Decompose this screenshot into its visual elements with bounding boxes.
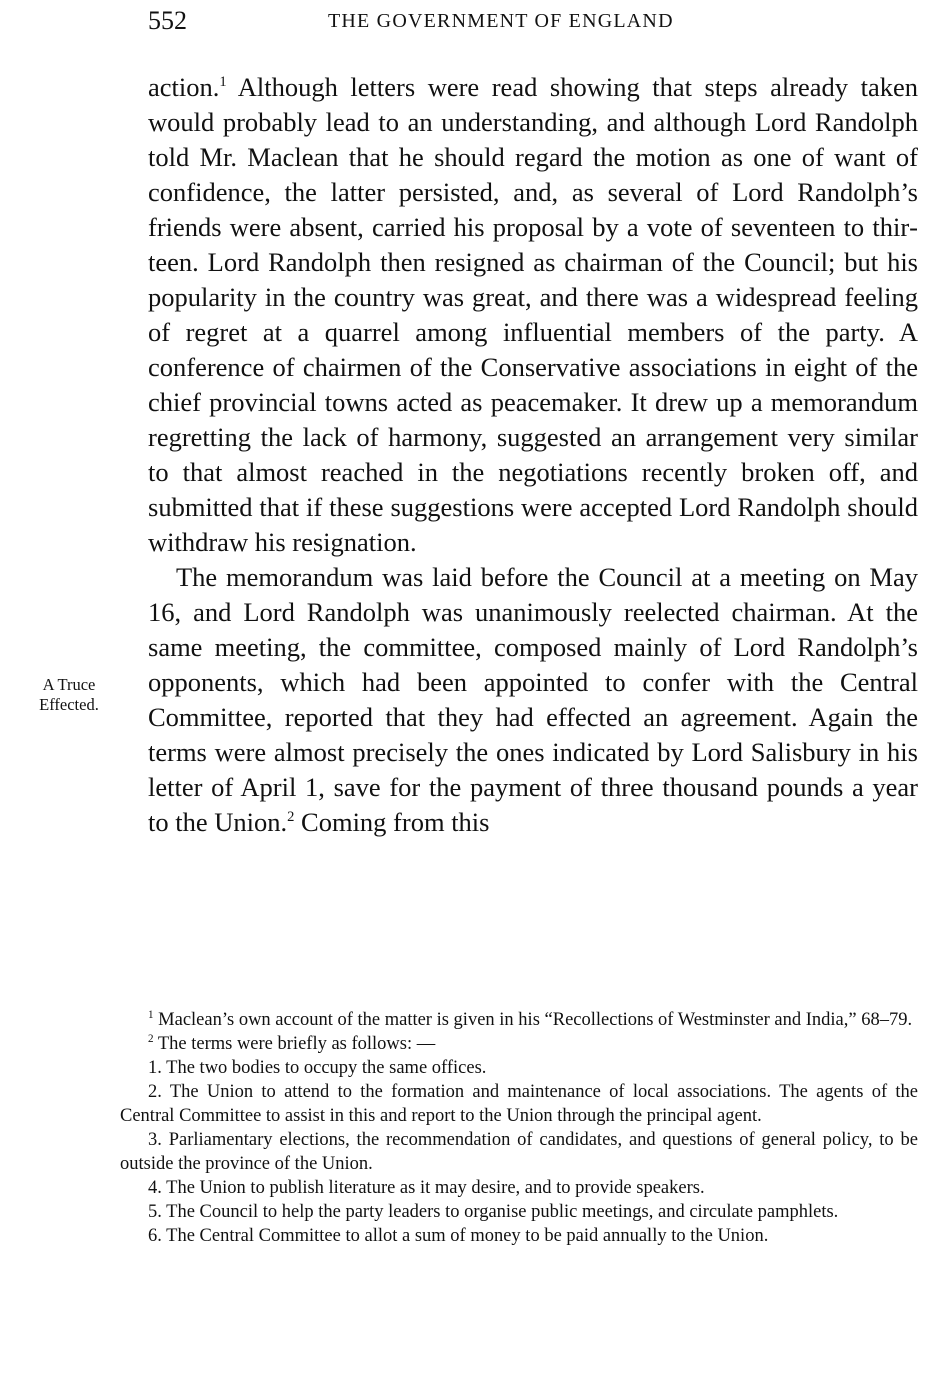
paragraph-1-start: action. — [148, 72, 220, 102]
footnote-ref-2: 2 — [287, 809, 295, 826]
paragraph-2 — [148, 560, 918, 840]
footnote-1 — [120, 1008, 918, 1032]
body-text — [148, 70, 918, 840]
page-number: 552 — [148, 6, 187, 35]
paragraph-1 — [148, 70, 918, 560]
footnote-list-item: 1. The two bodies to occupy the same offices. — [148, 1058, 487, 1078]
footnote-list-item: 4. The Union to publish literature as it may desire, and to provide speakers. — [148, 1178, 705, 1198]
footnote-1-mark: 1 — [148, 1008, 154, 1021]
footnote-2 — [120, 1032, 918, 1056]
paragraph-1-rest: Although letters were read showing that steps already taken would probably lead to an understanding, and although Lord Randolph told Mr. Maclean that he should regard the motion as one of want of confidence, the latter persisted, and, as several of Lord Randolph’s friends were absent, carried his proposal by a vote of seventeen to thirteen. Lord Randolph then resigned as chairman of the Council; but his popularity in the country was great, and there was a widespread feeling of regret at a quarrel among influential members of the party. A conference of chairmen of the Conservative associations in eight of the chief provincial towns acted as peacemaker. It drew up a memorandum regretting the lack of harmony, suggested an arrangement very similar to that almost reached in the negotiations recently broken off, and submitted that if these suggestions were accepted Lord Randolph should withdraw his resignation. — [148, 72, 918, 557]
running-head — [148, 6, 918, 36]
margin-note-line-2: Effected. — [39, 695, 99, 714]
footnote-1-text: Maclean’s own account of the matter is given in his “Recollections of Westminster and India,” 68–79. — [153, 1010, 913, 1030]
running-title: THE GOVERNMENT OF ENGLAND — [328, 10, 674, 32]
paragraph-2-main: The memorandum was laid before the Council at a meeting on May 16, and Lord Randolph was unanimously reelected chairman. At the same meeting, the committee, composed mainly of Lord Randolph’s opponents, which had been appointed to confer with the Central Committee, reported that they had effected an agreement. Again the terms were almost precisely the ones indicated by Lord Salisbury in his letter of April 1, save for the payment of three thousand pounds a year to the Union. — [148, 562, 918, 837]
footnote-list-item: 5. The Council to help the party leaders to organise public meetings, and circulate pamphlets. — [148, 1202, 839, 1222]
footnotes — [120, 1008, 918, 1248]
footnote-list-item: 6. The Central Committee to allot a sum of money to be paid annually to the Union. — [148, 1226, 769, 1246]
footnote-list-item: 3. Parliamentary elections, the recommendation of candidates, and questions of general policy, to be outside the province of the Union. — [120, 1130, 918, 1174]
footnote-ref-1: 1 — [219, 74, 227, 91]
footnote-list-item: 2. The Union to attend to the formation and maintenance of local associations. The agents of the Central Committee to assist in this and report to the Union through the principal agent. — [120, 1082, 918, 1126]
margin-note-line-1: A Truce — [42, 675, 96, 694]
paragraph-2-end: Coming from this — [294, 807, 490, 837]
margin-note — [14, 675, 124, 715]
footnote-2-text: The terms were briefly as follows: — — [153, 1034, 436, 1054]
footnote-2-mark: 2 — [148, 1032, 154, 1045]
